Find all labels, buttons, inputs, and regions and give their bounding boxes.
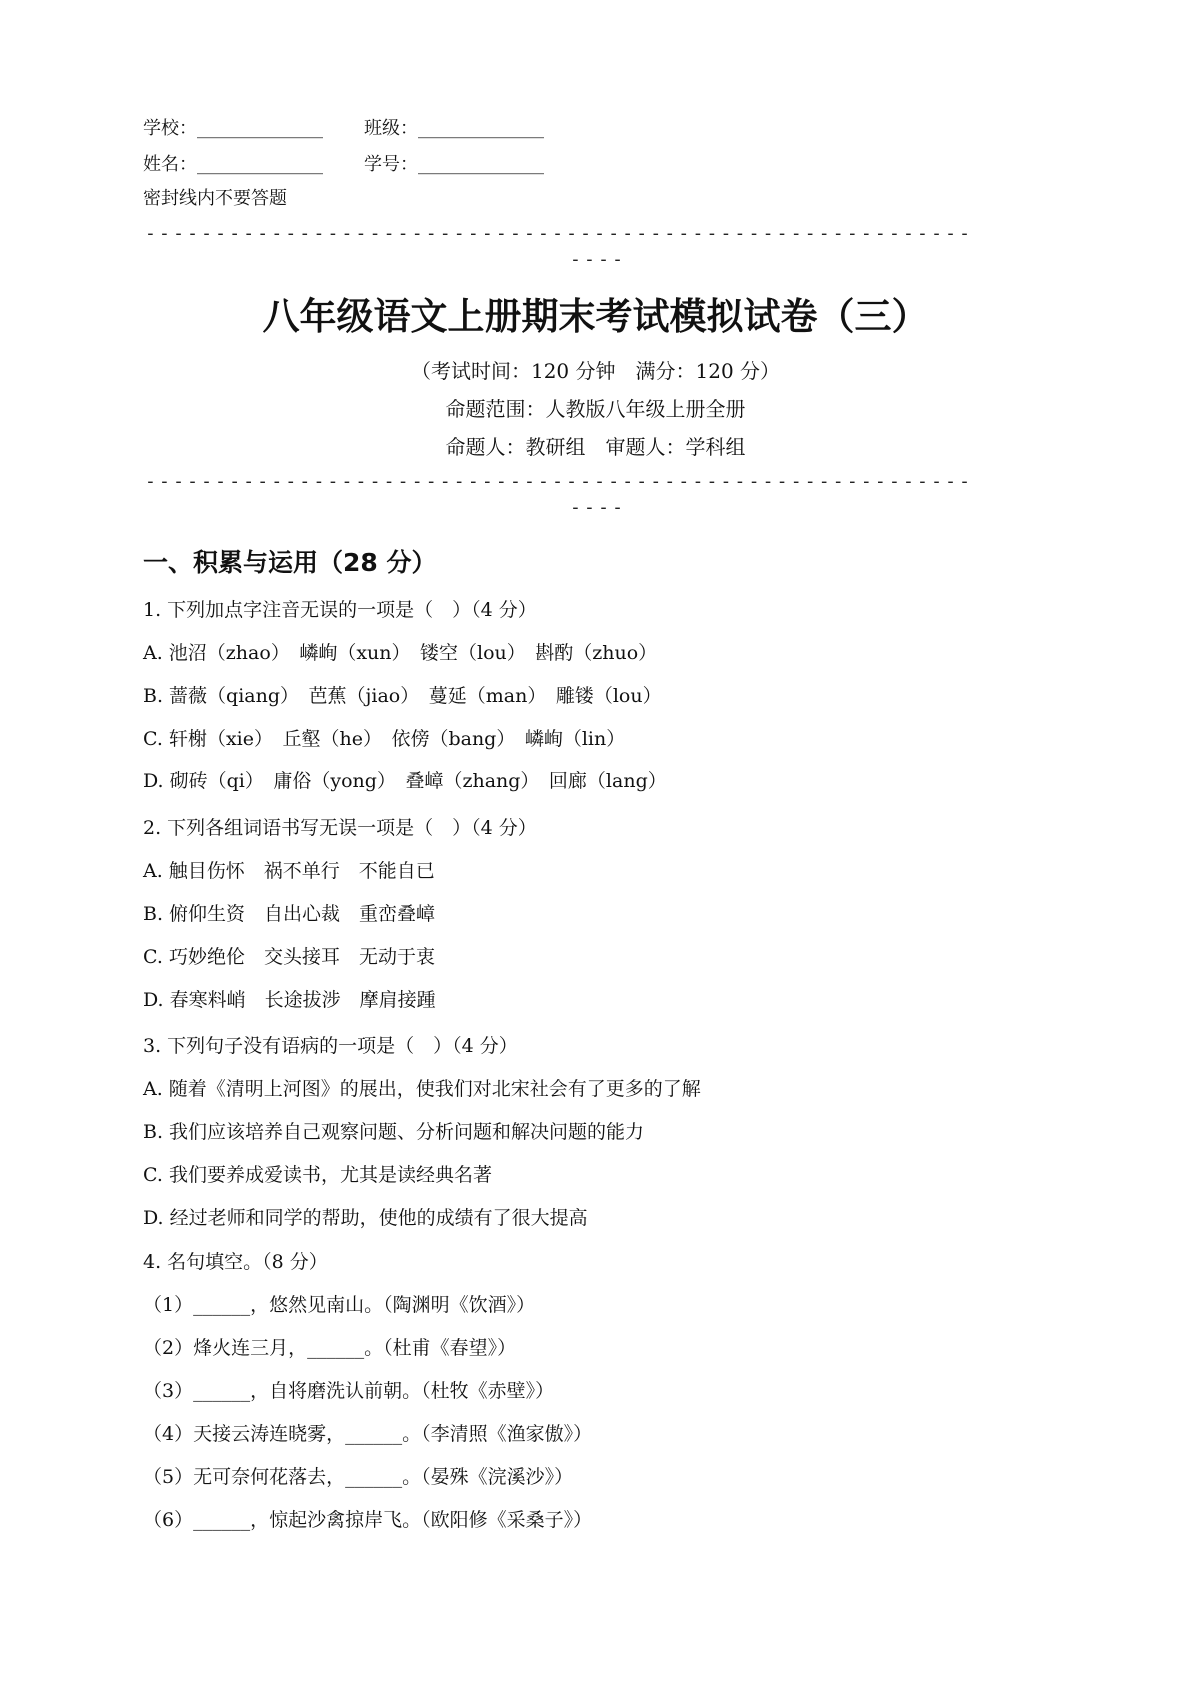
question-2-option-b: B. 俯仰生资 自出心裁 重峦叠嶂 — [143, 903, 436, 925]
fill-in-item-3: （3）______，自将磨洗认前朝。（杜牧《赤壁》） — [143, 1380, 555, 1402]
exam-time-info: （考试时间：120 分钟 满分：120 分） — [410, 359, 781, 383]
fill-in-item-2: （2）烽火连三月，______。（杜甫《春望》） — [143, 1337, 517, 1359]
exam-scope: 命题范围：人教版八年级上册全册 — [445, 397, 746, 421]
question-1-option-c: C. 轩榭（xie） 丘壑（he） 依傍（bang） 嶙峋（lin） — [143, 728, 626, 750]
question-4-stem: 4. 名句填空。（8 分） — [143, 1251, 328, 1273]
class-field: 班级：______________ — [364, 118, 544, 139]
section-heading: 一、积累与运用（28 分） — [143, 548, 437, 577]
fill-in-item-5: （5）无可奈何花落去，______。（晏殊《浣溪沙》） — [143, 1466, 574, 1488]
question-2-option-a: A. 触目伤怀 祸不单行 不能自已 — [143, 860, 435, 882]
school-field: 学校：______________ — [143, 118, 323, 139]
question-1-stem: 1. 下列加点字注音无误的一项是（ ）（4 分） — [143, 599, 537, 621]
question-1-option-a: A. 池沼（zhao） 嶙峋（xun） 镂空（lou） 斟酌（zhuo） — [143, 642, 658, 664]
title-divider-line: ----------------------------------------------------------- — [145, 471, 974, 492]
question-1-option-d: D. 砌砖（qi） 庸俗（yong） 叠嶂（zhang） 回廊（lang） — [143, 770, 667, 792]
fill-in-item-1: （1）______，悠然见南山。（陶渊明《饮酒》） — [143, 1294, 536, 1316]
student-number-field: 学号：______________ — [364, 154, 544, 175]
seal-divider-line: ----------------------------------------------------------- — [145, 223, 974, 244]
question-3-stem: 3. 下列句子没有语病的一项是（ ）（4 分） — [143, 1035, 518, 1057]
question-2-stem: 2. 下列各组词语书写无误一项是（ ）（4 分） — [143, 817, 537, 839]
question-3-option-a: A. 随着《清明上河图》的展出，使我们对北宋社会有了更多的了解 — [143, 1078, 701, 1100]
question-3-option-c: C. 我们要养成爱读书，尤其是读经典名著 — [143, 1164, 492, 1186]
question-3-option-b: B. 我们应该培养自己观察问题、分析问题和解决问题的能力 — [143, 1121, 645, 1143]
fill-in-item-4: （4）天接云涛连晓雾，______。（李清照《渔家傲》） — [143, 1423, 593, 1445]
question-3-option-d: D. 经过老师和同学的帮助，使他的成绩有了很大提高 — [143, 1207, 588, 1229]
exam-title: 八年级语文上册期末考试模拟试卷（三） — [262, 295, 929, 338]
question-1-option-b: B. 蔷薇（qiang） 芭蕉（jiao） 蔓延（man） 雕镂（lou） — [143, 685, 662, 707]
exam-authors: 命题人：教研组 审题人：学科组 — [445, 435, 746, 459]
question-2-option-c: C. 巧妙绝伦 交头接耳 无动于衷 — [143, 946, 435, 968]
name-field: 姓名：______________ — [143, 154, 323, 175]
question-2-option-d: D. 春寒料峭 长途拔涉 摩肩接踵 — [143, 989, 436, 1011]
fill-in-item-6: （6）______，惊起沙禽掠岸飞。（欧阳修《采桑子》） — [143, 1509, 593, 1531]
title-divider-tail: ---- — [570, 497, 627, 518]
seal-note: 密封线内不要答题 — [143, 188, 287, 209]
seal-divider-tail: ---- — [570, 249, 627, 270]
